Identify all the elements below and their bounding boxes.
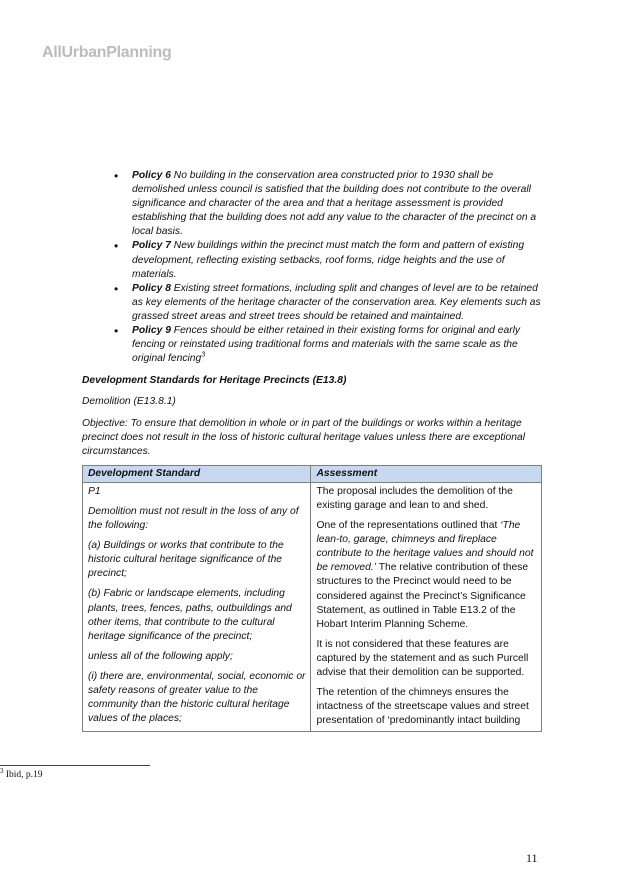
policy-label: Policy 9: [132, 325, 171, 337]
footnote-reference[interactable]: 3: [201, 351, 206, 359]
standard-paragraph: unless all of the following apply;: [88, 650, 233, 662]
table-row: [83, 482, 542, 732]
policy-text: Existing street formations, including split and changes of level are to be retained as key elements of the heritage character of the conservation area. Key elements such as grassed street areas and street trees should be retained and maintained.: [132, 282, 541, 322]
standard-cell: [83, 482, 311, 732]
objective-text: Objective: To ensure that demolition in whole or in part of the buildings or works within a heritage precinct does not result in the loss of historic cultural heritage values unless there are exceptional circumstances.: [82, 417, 526, 457]
footnote: [0, 766, 43, 780]
assessment-paragraph: [316, 519, 536, 632]
section-heading: Development Standards for Heritage Precincts (E13.8): [82, 375, 347, 387]
policy-label: Policy 7: [132, 240, 171, 252]
assessment-paragraph: The retention of the chimneys ensures the intactness of the streetscape values and street presentation of ‘predominantly intact building: [316, 687, 529, 727]
footnote-text: Ibid, p.19: [3, 770, 43, 780]
policy-text: New buildings within the precinct must match the form and pattern of existing development, reflecting existing setbacks, roof forms, ridge heights and the use of materials.: [132, 240, 525, 280]
logo-text: AllUrbanPlanning: [42, 44, 172, 61]
column-header-assessment: Assessment: [311, 465, 542, 482]
column-header-standard: Development Standard: [83, 465, 311, 482]
assessment-paragraph: The proposal includes the demolition of the existing garage and lean to and shed.: [316, 485, 513, 511]
assessment-cell: [311, 482, 542, 732]
footnote-divider: [0, 765, 150, 766]
assessment-paragraph: It is not considered that these features are captured by the statement and as such Purcell advise that their demolition can be supported.: [316, 638, 529, 678]
table-header-row: [83, 465, 542, 482]
standard-paragraph: (i) there are, environmental, social, economic or safety reasons of greater value to the community than the historic cultural heritage values of the places;: [88, 670, 306, 725]
standard-paragraph: P1: [88, 485, 101, 497]
assessment-text: The relative contribution of these structures to the Precinct would need to be considered against the Precinct’s Significance Statement, as outlined in Table E13.2 of the Hobart Interim Planning Scheme.: [316, 562, 529, 630]
footnote-marker: 3: [0, 766, 4, 775]
standard-paragraph: (b) Fabric or landscape elements, including plants, trees, fences, paths, outbuildings and other items, that contribute to the cultural heritage significance of the precinct;: [88, 588, 292, 642]
policy-text: Fences should be either retained in their existing forms for original and early fencing or reinstated using traditional forms and materials with the same scale as the original fencing: [132, 325, 521, 365]
development-standards-table: [82, 465, 542, 733]
policy-item: [132, 169, 542, 239]
policy-label: Policy 6: [132, 170, 171, 181]
standard-paragraph: Demolition must not result in the loss of any of the following:: [88, 505, 299, 532]
standard-paragraph: (a) Buildings or works that contribute to the historic cultural heritage significance of the precinct;: [88, 540, 284, 580]
policy-item: [132, 324, 542, 366]
assessment-quote: ‘The lean-to, garage, chimneys and fireplace contribute to the heritage values and should not be removed.’: [316, 520, 534, 574]
section-subheading: Demolition (E13.8.1): [82, 396, 176, 408]
assessment-text: One of the representations outlined that: [316, 520, 501, 532]
policy-label: Policy 8: [132, 282, 171, 294]
policy-text: No building in the conservation area constructed prior to 1930 shall be demolished unless council is satisfied that the building does not contribute to the overall significance and character of the area and that a heritage assessment is provided establishing that the building does not add any value to the character of the precinct on a local basis.: [132, 170, 537, 238]
policy-item: [132, 282, 542, 324]
page-content: [82, 169, 542, 732]
policy-item: [132, 239, 542, 281]
policy-list: [82, 169, 542, 366]
page-number: 11: [526, 851, 538, 865]
